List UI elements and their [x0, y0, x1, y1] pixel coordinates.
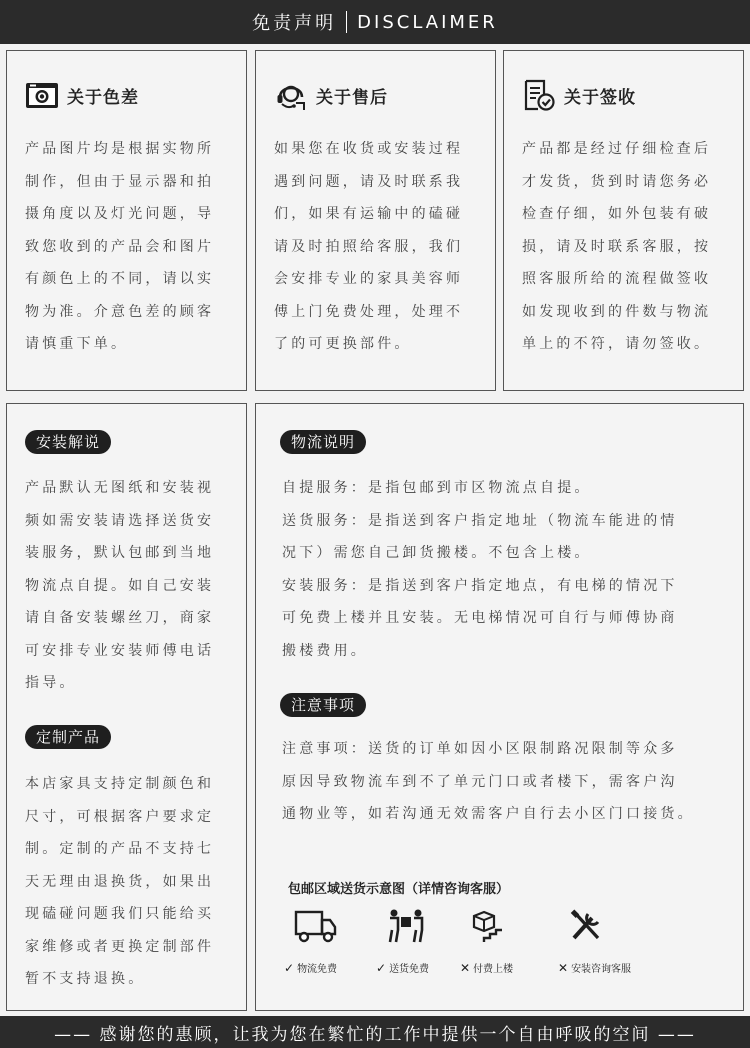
disclaimer-header — [0, 0, 750, 44]
text-line: 有颜色上的不同，请以实 — [25, 271, 215, 287]
service-installation — [558, 908, 658, 975]
service-label: 物流免费 — [297, 964, 338, 975]
text-line: 物为准。介意色差的顾客 — [25, 303, 215, 320]
text-line: 才发货，货到时请您务必 — [522, 173, 712, 190]
card-body — [274, 133, 482, 361]
text-line: 况下）需您自己卸货搬楼。不包含上楼。 — [282, 545, 592, 561]
text-line: 送货服务：是指送到客户指定地址（物流车能进的情 — [282, 512, 678, 529]
thank-you-footer — [0, 1016, 750, 1048]
text-line: 照客服所给的流程做签收 — [522, 271, 712, 287]
service-label: 安装咨询客服 — [571, 964, 632, 975]
text-line: 物流点自提。如自己安装 — [25, 577, 215, 594]
text-line: 注意事项：送货的订单如因小区限制路况限制等众多 — [282, 741, 678, 757]
service-delivery — [376, 908, 476, 975]
service-label: 送货免费 — [389, 964, 430, 975]
headset-icon — [274, 79, 308, 111]
text-line: 请及时拍照给客服，我们 — [274, 238, 464, 255]
card-sign-receipt — [503, 50, 744, 391]
footer-text: —— 感谢您的惠顾，让我为您在繁忙的工作中提供一个自由呼吸的空间 —— — [54, 1024, 696, 1045]
card-body — [25, 133, 233, 361]
card-title: 关于签收 — [564, 87, 636, 108]
text-line: 遇到问题，请及时联系我 — [274, 173, 464, 190]
stairs-box-icon — [470, 908, 508, 944]
check-icon: ✓ — [284, 961, 295, 975]
header-divider — [346, 11, 347, 33]
install-text — [25, 472, 235, 700]
text-line: 单上的不符，请勿签收。 — [522, 336, 712, 352]
text-line: 检查仔细，如外包装有破 — [522, 206, 712, 222]
text-line: 产品都是经过仔细检查后 — [522, 141, 712, 157]
card-title: 关于售后 — [316, 87, 388, 108]
text-line: 产品默认无图纸和安装视 — [25, 480, 215, 496]
notice-label: 注意事项 — [280, 693, 366, 717]
check-icon: ✓ — [376, 961, 387, 975]
text-line: 产品图片均是根据实物所 — [25, 141, 215, 157]
text-line: 如果您在收货或安装过程 — [274, 141, 464, 157]
text-line: 请自备安装螺丝刀，商家 — [25, 610, 215, 626]
card-body — [522, 133, 730, 361]
cross-icon: ✕ — [558, 961, 569, 975]
custom-text — [25, 768, 235, 996]
service-caption — [558, 960, 631, 975]
delivery-person-icon — [386, 908, 426, 944]
text-line: 损，请及时联系客服，按 — [522, 238, 712, 255]
logistics-text — [282, 472, 732, 667]
card-color-difference — [6, 50, 247, 391]
custom-label: 定制产品 — [25, 725, 111, 749]
text-line: 现磕碰问题我们只能给买 — [25, 906, 215, 922]
text-line: 本店家具支持定制颜色和 — [25, 776, 215, 792]
card-title: 关于色差 — [67, 87, 139, 108]
truck-icon — [294, 908, 338, 944]
text-line: 通物业等，如若沟通无效需客户自行去小区门口接货。 — [282, 806, 695, 822]
checklist-icon — [522, 79, 556, 111]
text-line: 原因导致物流车到不了单元门口或者楼下，需客户沟 — [282, 773, 678, 790]
card-after-sales — [255, 50, 496, 391]
text-line: 暂不支持退换。 — [25, 971, 146, 987]
text-line: 摄角度以及灯光问题，导 — [25, 206, 215, 222]
camera-icon — [25, 79, 59, 111]
cross-icon: ✕ — [460, 961, 471, 975]
text-line: 致您收到的产品会和图片 — [25, 238, 215, 255]
service-label: 付费上楼 — [473, 964, 514, 975]
text-line: 家维修或者更换定制部件 — [25, 938, 215, 955]
text-line: 安装服务：是指送到客户指定地点，有电梯的情况下 — [282, 577, 678, 594]
header-title-en: DISCLAIMER — [357, 11, 498, 33]
text-line: 天无理由退换货，如果出 — [25, 873, 215, 890]
text-line: 频如需安装请选择送货安 — [25, 512, 215, 529]
service-logistics — [284, 908, 384, 975]
text-line: 傅上门免费处理，处理不 — [274, 303, 464, 320]
text-line: 装服务，默认包邮到当地 — [25, 545, 215, 561]
service-upstairs — [460, 908, 560, 975]
text-line: 指导。 — [25, 675, 77, 691]
text-line: 请慎重下单。 — [25, 336, 129, 352]
tools-icon — [568, 908, 604, 944]
service-caption — [284, 960, 337, 975]
text-line: 自提服务：是指包邮到市区物流点自提。 — [282, 480, 592, 496]
card-logistics — [255, 403, 744, 1011]
header-title-cn: 免责声明 — [252, 13, 337, 34]
text-line: 如发现收到的件数与物流 — [522, 303, 712, 320]
text-line: 制。定制的产品不支持七 — [25, 841, 215, 857]
text-line: 制作，但由于显示器和拍 — [25, 173, 215, 190]
text-line: 可安排专业安装师傅电话 — [25, 642, 215, 659]
logistics-label: 物流说明 — [280, 430, 366, 454]
text-line: 会安排专业的家具美容师 — [274, 271, 464, 287]
install-label: 安装解说 — [25, 430, 111, 454]
text-line: 了的可更换部件。 — [274, 336, 412, 352]
text-line: 搬楼费用。 — [282, 642, 368, 659]
delivery-map-title: 包邮区域送货示意图（详情咨询客服） — [288, 882, 510, 897]
text-line: 可免费上楼并且安装。无电梯情况可自行与师傅协商 — [282, 610, 678, 626]
text-line: 们，如果有运输中的磕碰 — [274, 206, 464, 222]
service-caption — [460, 960, 513, 975]
card-install-custom — [6, 403, 247, 1011]
notice-text — [282, 733, 732, 831]
service-caption — [376, 960, 429, 975]
text-line: 尺寸，可根据客户要求定 — [25, 808, 215, 825]
